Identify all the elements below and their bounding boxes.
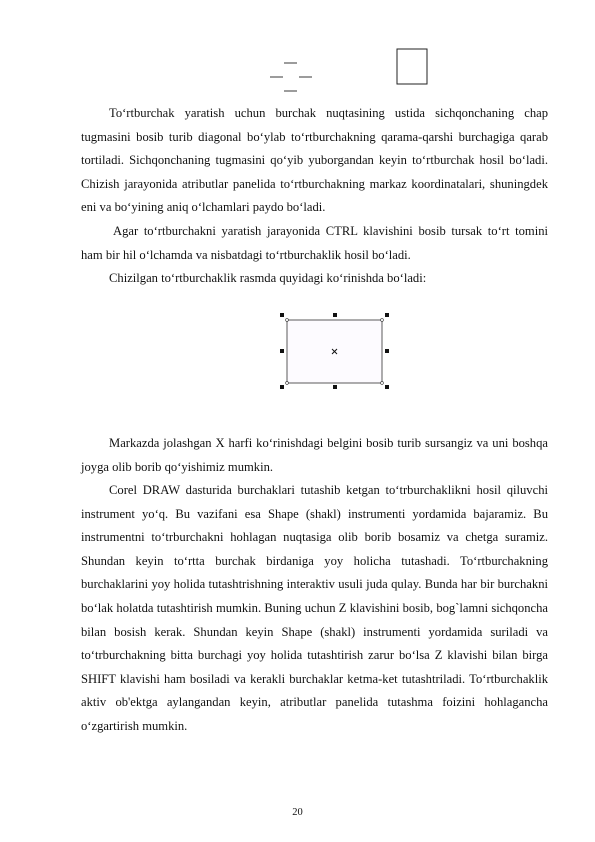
handle-top-right[interactable] <box>385 313 389 317</box>
paragraph-3: Chizilgan to‘rtburchaklik rasmda quyidagi ko‘rinishda bo‘ladi: <box>109 271 427 285</box>
handle-middle-right[interactable] <box>385 349 389 353</box>
paragraph-4: Markazda jolashgan X harfi ko‘rinishdagi belgini bosib turib sursangiz va uni boshqa joyga olib borib qo‘yishimiz mumkin. <box>81 436 548 474</box>
handle-bottom-right[interactable] <box>385 385 389 389</box>
corner-node-bottom-left <box>286 382 289 385</box>
paragraph-2: Agar to‘rtburchakni yaratish jarayonida CTRL klavishini bosib tursak to‘rt tomini ham bir hil o‘lchamda va nisbatdagi to‘rtburchaklik hosil bo‘ladi. <box>81 224 548 262</box>
handle-bottom-left[interactable] <box>280 385 284 389</box>
paragraph-1: To‘rtburchak yaratish uchun burchak nuqtasining ustida sichqonchaning chap tugmasini bosib turib diagonal bo‘ylab to‘rtburchakning qarama-qarshi burchagiga qarab tortiladi. Sichqonchaning tugmasini qo‘yib yuborgandan keyin to‘rtburchak hosil bo‘ladi. Chizish jarayonida atributlar panelida to‘rtburchakning markaz koordinatalari, shuningdek eni va bo‘yining aniq o‘lchamlari paydo bo‘ladi. <box>81 106 548 215</box>
square-outline <box>397 49 427 84</box>
page-number: 20 <box>292 807 303 818</box>
selected-rectangle-figure <box>278 311 393 393</box>
handle-top-middle[interactable] <box>333 313 337 317</box>
corner-node-top-left <box>286 319 289 322</box>
corner-node-top-right <box>381 319 384 322</box>
corner-node-bottom-right <box>381 382 384 385</box>
handle-top-left[interactable] <box>280 313 284 317</box>
corner-dash-square-figure <box>262 48 432 94</box>
paragraph-5: Corel DRAW dasturida burchaklari tutashib ketgan to‘trburchaklikni hosil qiluvchi instrument yo‘q. Bu vazifani esa Shape (shakl) instrumenti yordamida bajaramiz. Bu instrumentni to‘trburchakni hohlagan nuqtasiga olib borib bosamiz va chetga suramiz. Shundan keyin to‘rtta burchak birdaniga yoy holicha tutashadi. To‘rtburchakning burchaklarini yoy holida tutashtrishning interaktiv usuli juda qulay. Bunda har bir burchakni bo‘lak holatda tutashtirish mumkin. Buning uchun Z klavishini bosib, bog`lamni sichqoncha bilan bosish kerak. Shundan keyin Shape (shakl) instrumenti yordamida suriladi va to‘trburchakning bitta burchagi yoy holida tutashtirish zarur bo‘lsa Z klavishi bilan birga SHIFT klavishi ham bosiladi va kerakli burchaklar ketma-ket tutashtriladi. To‘rtburchaklik aktiv ob'ektga aylangandan keyin, atributlar panelida tutashma foizini hohlagancha o‘zgartirish mumkin. <box>81 483 548 733</box>
handle-middle-left[interactable] <box>280 349 284 353</box>
handle-bottom-middle[interactable] <box>333 385 337 389</box>
